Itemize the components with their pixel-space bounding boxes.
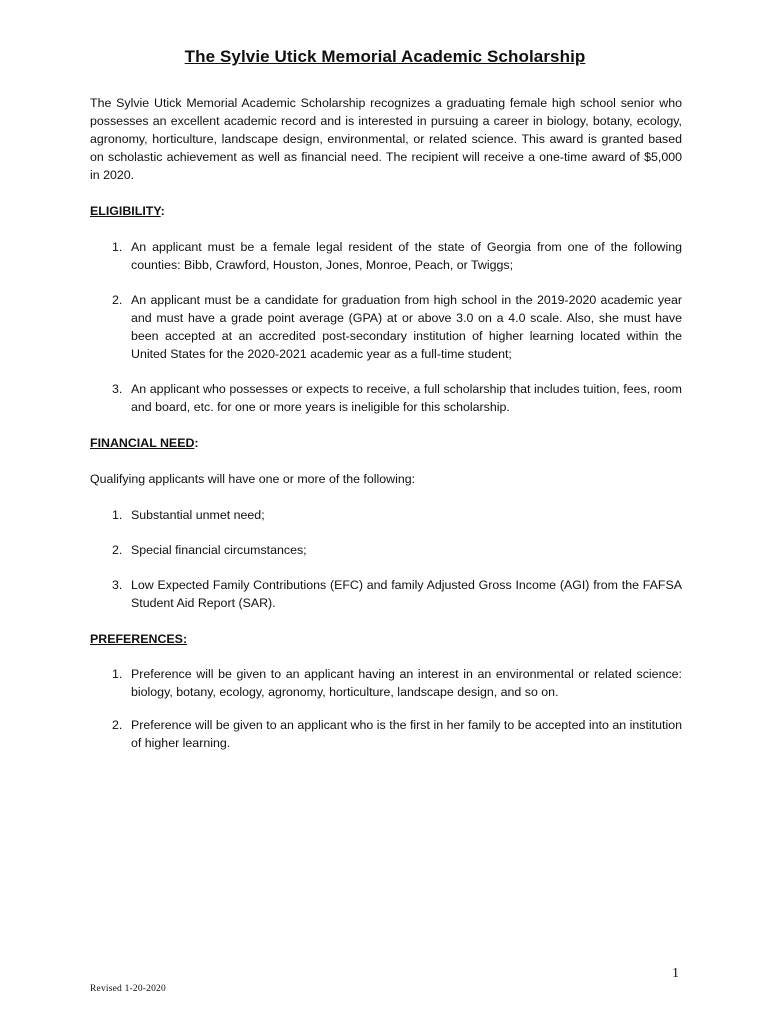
list-item-text: An applicant who possesses or expects to receive, a full scholarship that includes tuition, fees, room and board, etc. for one or more years is ineligible for this scholarship.: [131, 382, 682, 415]
list-item-text: Low Expected Family Contributions (EFC) and family Adjusted Gross Income (AGI) from the FAFSA Student Aid Report (SAR).: [131, 577, 682, 610]
list-item: [90, 238, 682, 274]
document-title: The Sylvie Utick Memorial Academic Scholarship: [184, 47, 586, 66]
list-item-number: 2.: [112, 718, 123, 733]
eligibility-heading-label: ELIGIBILITY: [90, 204, 161, 219]
intro-paragraph: The Sylvie Utick Memorial Academic Scholarship recognizes a graduating female high school senior who possesses an excellent academic record and is interested in pursuing a career in biology, botany, ecology, agronomy, horticulture, landscape design, environmental, or related science. This award is granted based on scholastic achievement as well as financial need. The recipient will receive a one-time award of $5,000 in 2020.: [90, 96, 682, 183]
eligibility-list: [90, 238, 682, 417]
financial-need-heading-label: FINANCIAL NEED: [90, 436, 195, 451]
list-item-text: Special financial circumstances;: [131, 542, 307, 557]
eligibility-heading-colon: :: [160, 204, 165, 219]
list-item: [90, 716, 682, 752]
list-item: [90, 291, 682, 363]
list-item: [90, 506, 682, 524]
list-item-text: Preference will be given to an applicant who is the first in her family to be accepted into an institution of higher learning.: [131, 718, 682, 751]
list-item-number: 3.: [112, 577, 123, 592]
list-item-number: 2.: [112, 292, 123, 307]
list-item-text: Substantial unmet need;: [131, 507, 265, 522]
revision-date: Revised 1-20-2020: [90, 984, 166, 994]
list-item-number: 2.: [112, 542, 123, 557]
list-item-number: 1.: [112, 239, 123, 254]
preferences-list: [90, 665, 682, 752]
financial-need-heading-colon: :: [194, 436, 199, 451]
list-item-number: 1.: [112, 666, 123, 681]
list-item-number: 3.: [112, 382, 123, 397]
list-item: [90, 665, 682, 701]
financial-need-heading: [90, 434, 682, 452]
financial-need-intro: Qualifying applicants will have one or more of the following:: [90, 472, 416, 487]
list-item-text: An applicant must be a candidate for graduation from high school in the 2019-2020 academic year and must have a grade point average (GPA) at or above 3.0 on a 4.0 scale. Also, she must have been accepted at an accredited post-secondary institution of higher learning located within the United States for the 2020-2021 academic year as a full-time student;: [131, 292, 682, 362]
list-item-text: An applicant must be a female legal resident of the state of Georgia from one of the following counties: Bibb, Crawford, Houston, Jones, Monroe, Peach, or Twiggs;: [131, 239, 682, 272]
list-item: [90, 576, 682, 612]
list-item-number: 1.: [112, 507, 123, 522]
eligibility-heading: [90, 202, 682, 220]
list-item: [90, 541, 682, 559]
preferences-heading: [90, 630, 682, 648]
preferences-heading-label: PREFERENCES:: [90, 631, 188, 646]
list-item: [90, 380, 682, 416]
list-item-text: Preference will be given to an applicant having an interest in an environmental or related science: biology, botany, ecology, agronomy, horticulture, landscape design, and so on.: [131, 666, 682, 700]
financial-need-list: [90, 506, 682, 612]
document-body: [90, 94, 682, 752]
page-number: 1: [672, 966, 679, 981]
